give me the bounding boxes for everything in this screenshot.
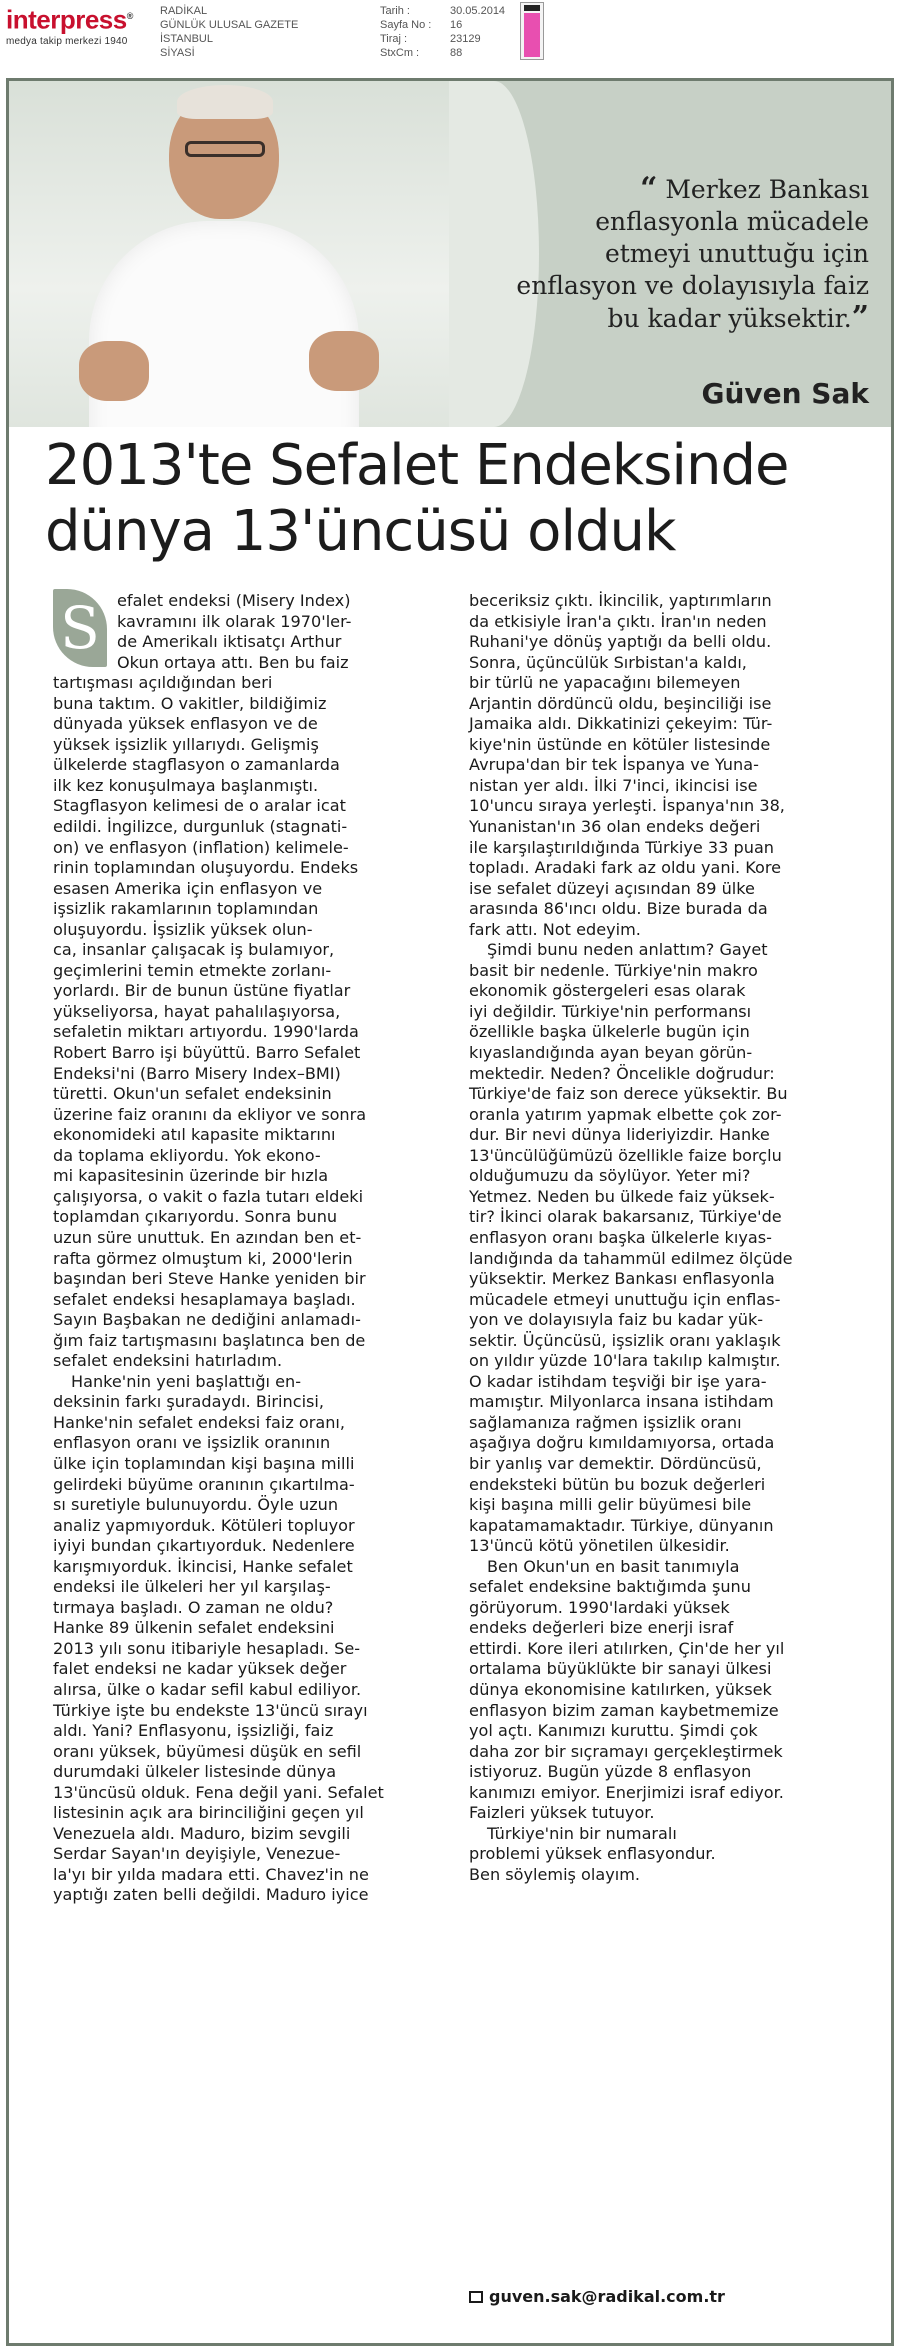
body-line: sefalet endeksini hatırladım. <box>53 1351 283 1371</box>
headline-line: 2013'te Sefalet Endeksinde <box>45 433 789 498</box>
body-line: aşağıya doğru kımıldamıyorsa, ortada <box>469 1433 775 1453</box>
body-line: daha zor bir sıçramayı gerçekleştirmek <box>469 1741 783 1761</box>
body-line: listesinin açık ara birinciliğini geçen yıl <box>53 1803 364 1823</box>
body-line: Venezuela aldı. Maduro, bizim sevgili <box>53 1823 351 1843</box>
body-line: ortalama büyüklükte bir sanayi ülkesi <box>469 1659 772 1679</box>
body-line: Avrupa'dan bir tek İspanya ve Yuna- <box>469 755 759 775</box>
quote-close-mark: ” <box>851 300 869 335</box>
clipping-header <box>0 0 900 68</box>
body-line: mi kapasitesinin üzerinde bir hızla <box>53 1166 329 1186</box>
body-line: Türkiye işte bu endekste 13'üncü sırayı <box>53 1700 368 1720</box>
body-line: alırsa, ülke o kadar sefil kabul ediliyor. <box>53 1679 362 1699</box>
publication-line: SİYASİ <box>160 47 195 59</box>
body-line: 13'üncülüğümüzü özellikle faize borçlu <box>469 1145 782 1165</box>
meta-value: 88 <box>450 47 463 59</box>
quote-banner <box>9 81 891 427</box>
body-line: yaptığı zaten belli değildi. Maduro iyice <box>53 1885 369 1905</box>
meta-key: StxCm : <box>380 47 420 59</box>
body-line: ca, insanlar çalışacak iş bulamıyor, <box>53 940 335 960</box>
body-line: Arjantin dördüncü oldu, beşinciliği ise <box>469 693 772 713</box>
body-line: analiz yapmıyorduk. Kötüleri topluyor <box>53 1515 355 1535</box>
body-line: deksinin farkı şuradaydı. Birincisi, <box>53 1392 325 1412</box>
body-line: ülke için toplamından kişi başına milli <box>53 1453 355 1473</box>
body-line: tırmaya başladı. O zaman ne oldu? <box>53 1597 334 1617</box>
author-photo <box>9 81 479 427</box>
body-line: enflasyon oranı ve işsizlik oranının <box>53 1433 331 1453</box>
body-line: da etkisiyle İran'a çıktı. İran'ın neden <box>469 611 767 631</box>
body-line: Hanke'nin yeni başlattığı en- <box>71 1371 302 1391</box>
logo-word: interpress® <box>6 4 133 35</box>
body-line: işsizlik rakamlarının toplamından <box>53 899 319 919</box>
body-line: sağlamanıza rağmen işsizlik oranı <box>469 1412 742 1432</box>
body-line: on) ve enflasyon (inflation) kelimele- <box>53 837 349 857</box>
body-line: kapatamamaktadır. Türkiye, dünyanın <box>469 1515 774 1535</box>
body-line: ekonomik göstergeleri esas olarak <box>469 981 746 1001</box>
publication-line: RADİKAL <box>160 5 208 17</box>
body-line: la'yı bir yılda madara etti. Chavez'in ne <box>53 1864 369 1884</box>
body-line: kanımızı emiyor. Enerjimizi israf ediyor. <box>469 1782 784 1802</box>
body-line: yükseliyorsa, hayat pahalılaşıyorsa, <box>53 1001 341 1021</box>
meta-value: 30.05.2014 <box>450 5 506 17</box>
body-line: arasında 86'ıncı oldu. Bize burada da <box>469 899 768 919</box>
body-line: beceriksiz çıktı. İkincilik, yaptırımların <box>469 591 772 610</box>
author-email[interactable]: guven.sak@radikal.com.tr <box>489 2287 725 2306</box>
body-line: uzun süre unuttuk. En azından ben et- <box>53 1227 362 1247</box>
body-line: on yıldır yüzde 10'lara takılıp kalmıştır. <box>469 1351 781 1371</box>
body-line: problemi yüksek enflasyondur. <box>469 1844 716 1864</box>
photo-hand-left <box>79 341 149 401</box>
body-line: görüyorum. 1990'lardaki yüksek <box>469 1597 730 1617</box>
meta-value: 16 <box>450 19 463 31</box>
body-line: Ben Okun'un en basit tanımıyla <box>487 1556 740 1576</box>
body-line: edildi. İngilizce, durgunluk (stagnati- <box>53 817 348 837</box>
body-line: kiye'nin üstünde en kötüler listesinde <box>469 734 771 754</box>
body-line: bir yanlış var demektir. Dördüncüsü, <box>469 1453 762 1473</box>
body-line: Serdar Sayan'ın deyişiyle, Venezue- <box>53 1844 341 1864</box>
meta-row <box>380 46 510 60</box>
body-line: 2013 yılı sonu itibariyle hesapladı. Se- <box>53 1638 361 1658</box>
body-line: ğım faiz tartışmasını başlatınca ben de <box>53 1330 366 1350</box>
body-line: Sayın Başbakan ne dediğini anlamadı- <box>53 1310 361 1330</box>
body-line: sefalet endeksi hesaplamaya başladı. <box>53 1289 356 1309</box>
body-line: Stagflasyon kelimesi de o aralar icat <box>53 796 346 816</box>
body-line: esasen Amerika için enflasyon ve <box>53 878 323 898</box>
body-line: sektir. Üçüncüsü, işsizlik oranı yaklaşık <box>469 1330 781 1350</box>
body-line: Yetmez. Neden bu ülkede faiz yüksek- <box>469 1186 775 1206</box>
body-line: istiyoruz. Bugün yüzde 8 enflasyon <box>469 1762 752 1782</box>
body-line: enflasyon oranı başka ülkelerle kıyas- <box>469 1227 772 1247</box>
body-line: basit bir nedenle. Türkiye'nin makro <box>469 960 758 980</box>
body-line: sı suretiyle bulunuyordu. Öyle uzun <box>53 1495 339 1515</box>
body-line: ilk kez konuşulmaya başlanmıştı. <box>53 775 319 795</box>
headline-line: dünya 13'üncüsü olduk <box>45 499 676 564</box>
body-line: fark attı. Not edeyim. <box>469 919 641 939</box>
body-line: mamıştır. Milyonlarca insana istihdam <box>469 1392 774 1412</box>
body-line: Hanke 89 ülkenin sefalet endeksini <box>53 1618 335 1638</box>
body-line: olduğumuzu da söylüyor. Yeter mi? <box>469 1166 751 1186</box>
body-column-left <box>53 591 461 1906</box>
body-line: Ben söylemiş olayım. <box>469 1864 641 1884</box>
thumbnail-masthead <box>524 5 540 11</box>
body-line: rafta görmez olmuştum ki, 2000'lerin <box>53 1248 353 1268</box>
body-line: Hanke'nin sefalet endeksi faiz oranı, <box>53 1412 346 1432</box>
body-line: Robert Barro işi büyüttü. Barro Sefalet <box>53 1043 361 1063</box>
body-line: O kadar istihdam teşviği bir işe yara- <box>469 1371 767 1391</box>
body-line: türetti. Okun'un sefalet endeksinin <box>53 1084 332 1104</box>
body-line: enflasyon bizim zaman kaybetmemize <box>469 1700 779 1720</box>
body-line: 13'üncüsü olduk. Fena değil yani. Sefalet <box>53 1782 384 1802</box>
publication-line: İSTANBUL <box>160 33 213 45</box>
body-line: landığında da tahammül edilmez ölçüde <box>469 1248 793 1268</box>
body-line: 13'üncü kötü yönetilen ülkesidir. <box>469 1536 730 1556</box>
body-line: Sonra, üçüncülük Sırbistan'a kaldı, <box>469 652 747 672</box>
logo-tagline: medya takip merkezi 1940 <box>6 35 128 47</box>
body-line: nistan yer aldı. İlki 7'inci, ikincisi ise <box>469 775 758 795</box>
body-line: gelirdeki büyüme oranının çıkartılma- <box>53 1474 355 1494</box>
body-line: yon ve dolayısıyla faiz bu kadar yük- <box>469 1310 764 1330</box>
body-line: aldı. Yani? Enflasyonu, işsizliği, faiz <box>53 1721 334 1741</box>
body-line: topladı. Aradaki fark az oldu yani. Kore <box>469 858 782 878</box>
body-line: Okun ortaya attı. Ben bu faiz <box>117 652 349 672</box>
body-line: üzerine faiz oranını da ekliyor ve sonra <box>53 1104 367 1124</box>
body-line: Jamaika aldı. Dikkatinizi çekeyim: Tür- <box>469 714 773 734</box>
interpress-logo <box>6 2 133 47</box>
email-icon <box>469 2291 483 2303</box>
body-line: sefalet endeksine baktığımda şunu <box>469 1577 751 1597</box>
body-line: 10'uncu sıraya yerleşti. İspanya'nın 38, <box>469 796 785 816</box>
body-line: ile karşılaştırıldığında Türkiye 33 puan <box>469 837 775 857</box>
body-line: Ruhani'ye dönüş yaptığı da belli oldu. <box>469 632 772 652</box>
meta-key: Tarih : <box>380 5 410 17</box>
body-column-right <box>469 591 877 1885</box>
quote-author: Güven Sak <box>701 377 869 410</box>
body-line: endeksteki bütün bu bozuk değerleri <box>469 1474 766 1494</box>
body-line: ise sefalet düzeyi açısından 89 ülke <box>469 878 755 898</box>
body-line: mektedir. Neden? Öncelikle doğrudur: <box>469 1063 775 1083</box>
body-line: oranla yatırım yapmak elbette çok zor- <box>469 1104 782 1124</box>
body-line: tartışması açıldığından beri <box>53 673 273 693</box>
body-line: iyi değildir. Türkiye'nin performansı <box>469 1001 752 1021</box>
body-line: mücadele etmeyi unuttuğu için enflas- <box>469 1289 781 1309</box>
body-line: yüksektir. Merkez Bankası enflasyonla <box>469 1269 775 1289</box>
body-line: tir? İkinci olarak bakarsanız, Türkiye'de <box>469 1207 782 1227</box>
body-line: falet endeksi ne kadar yüksek değer <box>53 1659 347 1679</box>
body-line: endeks değerleri bize enerji israf <box>469 1618 734 1638</box>
body-line: iyiyi bundan çıkartıyorduk. Nedenlere <box>53 1536 355 1556</box>
body-line: oranı yüksek, büyümesi düşük en sefil <box>53 1741 362 1761</box>
body-line: Türkiye'nin bir numaralı <box>487 1823 677 1843</box>
meta-row <box>380 32 510 46</box>
body-line: dur. Bir nevi dünya lideriyizdir. Hanke <box>469 1125 770 1145</box>
body-line: çalışıyorsa, o vakit o fazla tutarı eldeki <box>53 1186 364 1206</box>
body-line: dünya ekonomisine katılırken, yüksek <box>469 1679 772 1699</box>
body-line: geçimlerini temin etmekte zorlanı- <box>53 960 332 980</box>
body-line: Endeksi'ni (Barro Misery Index–BMI) <box>53 1063 341 1083</box>
body-line: yüksek işsizlik yıllarıydı. Gelişmiş <box>53 734 319 754</box>
body-line: buna taktım. O vakitler, bildiğimiz <box>53 693 327 713</box>
meta-row <box>380 18 510 32</box>
body-line: ülkelerde stagflasyon o zamanlarda <box>53 755 340 775</box>
body-line: Faizleri yüksek tutuyor. <box>469 1803 655 1823</box>
drop-cap-letter: S <box>60 594 100 662</box>
photo-hair <box>177 85 273 119</box>
body-line: özellikle başka ülkelerle bugün için <box>469 1022 750 1042</box>
clip-meta <box>380 4 510 60</box>
body-line: yorlardı. Bir de bunun üstüne fiyatlar <box>53 981 351 1001</box>
body-line: oluşuyordu. İşsizlik yüksek olun- <box>53 919 313 939</box>
body-line: ettirdi. Kore ileri atılırken, Çin'de her yıl <box>469 1638 785 1658</box>
pull-quote <box>514 173 869 335</box>
body-line: ekonomideki atıl kapasite miktarını <box>53 1125 336 1145</box>
body-line: toplamdan çıkarıyordu. Sonra bunu <box>53 1207 338 1227</box>
body-line: endeksi ile ülkeleri her yıl karşılaş- <box>53 1577 331 1597</box>
meta-row <box>380 4 510 18</box>
body-line: da toplama ekliyordu. Yok ekono- <box>53 1145 321 1165</box>
body-line: sefaletin miktarı artıyordu. 1990'larda <box>53 1022 359 1042</box>
article-frame <box>6 78 894 2346</box>
body-line: Yunanistan'ın 36 olan endeks değeri <box>469 817 761 837</box>
body-line: rinin toplamından oluşuyordu. Endeks <box>53 858 359 878</box>
article-body <box>9 591 891 2311</box>
meta-key: Sayfa No : <box>380 19 432 31</box>
quote-open-mark: “ <box>640 171 658 206</box>
thumbnail-highlight <box>524 13 540 57</box>
body-line: Türkiye'de faiz son derece yüksektir. Bu <box>469 1084 788 1104</box>
body-line: yol açtı. Kanımızı kuruttu. Şimdi çok <box>469 1721 758 1741</box>
meta-value: 23129 <box>450 33 481 45</box>
body-line: dünyada yüksek enflasyon ve de <box>53 714 318 734</box>
page-thumbnail[interactable] <box>520 2 544 60</box>
body-line: durumdaki ülkeler listesinde dünya <box>53 1762 337 1782</box>
body-line: Şimdi bunu neden anlattım? Gayet <box>487 940 768 960</box>
photo-hand-right <box>309 331 379 391</box>
body-line: de Amerikalı iktisatçı Arthur <box>117 632 342 652</box>
body-line: efalet endeksi (Misery Index) <box>117 591 351 610</box>
pull-quote-text: Merkez Bankası enflasyonla mücadele etmeyi unuttuğu için enflasyon ve dolayısıyla faiz bu kadar yüksektir. <box>516 175 869 333</box>
publication-info <box>160 4 298 60</box>
publication-line: GÜNLÜK ULUSAL GAZETE <box>160 19 299 31</box>
body-line: başından beri Steve Hanke yeniden bir <box>53 1269 366 1289</box>
photo-glasses <box>185 141 265 157</box>
body-line: kıyaslandığında ayan beyan görün- <box>469 1043 753 1063</box>
body-line: bir türlü ne yapacağını bilemeyen <box>469 673 741 693</box>
body-line: kişi başına milli gelir büyümesi bile <box>469 1495 752 1515</box>
article-headline <box>45 433 865 565</box>
body-line: kavramını ilk olarak 1970'ler- <box>117 611 352 631</box>
meta-key: Tiraj : <box>380 33 408 45</box>
body-line: karışmıyorduk. İkincisi, Hanke sefalet <box>53 1556 353 1576</box>
